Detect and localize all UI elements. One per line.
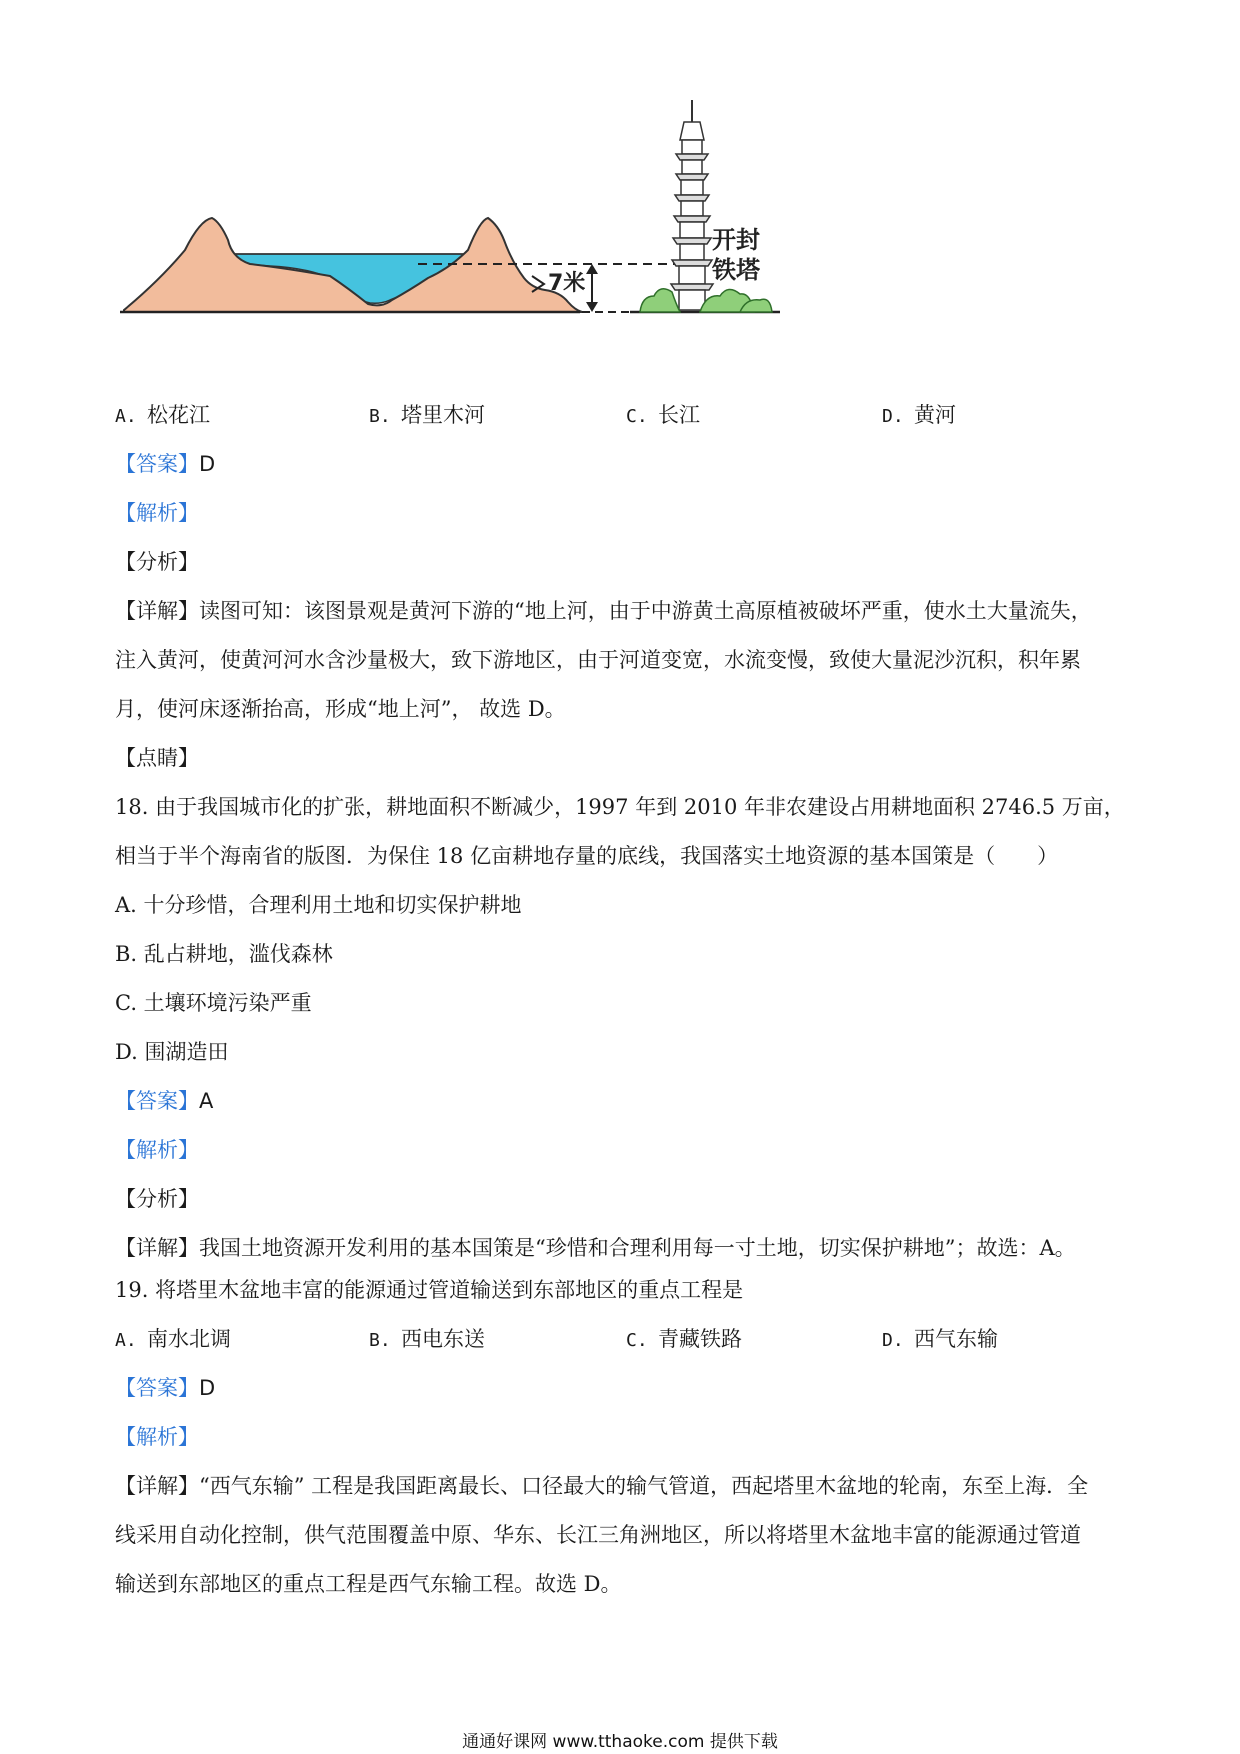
q19-detail-line3: 输送到东部地区的重点工程是西气东输工程。故选 D。 — [115, 1572, 622, 1596]
q18-detail-line1: 【详解】我国土地资源开发利用的基本国策是“珍惜和合理利用每一寸土地，切实保护耕地”；故选：A。 — [115, 1236, 1076, 1260]
q17-detail-line2: 注入黄河，使黄河河水含沙量极大，致下游地区，由于河道变宽，水流变慢，致使大量泥沙沉积，积年累 — [115, 648, 1081, 672]
q17-option-d: D. 黄河 — [882, 403, 956, 427]
q19-stem: 19. 将塔里木盆地丰富的能源通过管道输送到东部地区的重点工程是 — [115, 1278, 744, 1302]
height-label: 7米 — [548, 271, 586, 296]
q18-stem-line2: 相当于半个海南省的版图．为保住 18 亿亩耕地存量的底线，我国落实土地资源的基本国策是（ ） — [115, 844, 1059, 868]
q18-answer: 【答案】A — [115, 1089, 214, 1113]
q18-option-b: B. 乱占耕地，滥伐森林 — [115, 942, 333, 966]
q19-option-a: A. 南水北调 — [115, 1327, 231, 1351]
page-footer: 通通好课网 www.tthaoke.com 提供下载 — [462, 1732, 778, 1752]
q17-detail-line3: 月，使河床逐渐抬高，形成“地上河”， 故选 D。 — [115, 697, 566, 721]
q17-dianjing-tag: 【点睛】 — [115, 746, 199, 770]
q17-fenxi-tag: 【分析】 — [115, 550, 199, 574]
q17-detail-line1: 【详解】读图可知：该图景观是黄河下游的“地上河，由于中游黄土高原植被破坏严重，使水土大量流失， — [115, 599, 1092, 623]
q18-analysis-tag: 【解析】 — [115, 1138, 199, 1162]
bushes — [640, 289, 772, 312]
q17-option-b: B. 塔里木河 — [369, 403, 485, 427]
q19-detail-line2: 线采用自动化控制，供气范围覆盖中原、华东、长江三角洲地区，所以将塔里木盆地丰富的能源通过管道 — [115, 1523, 1081, 1547]
tower-label-line1: 开封 — [712, 225, 760, 254]
q17-option-a: A. 松花江 — [115, 403, 210, 427]
q18-option-a: A. 十分珍惜，合理利用土地和切实保护耕地 — [115, 893, 522, 917]
tower-label-line2: 铁塔 — [712, 255, 760, 284]
q19-analysis-tag: 【解析】 — [115, 1425, 199, 1449]
q19-answer: 【答案】D — [115, 1376, 216, 1400]
elevated-river-diagram — [120, 100, 880, 360]
q18-fenxi-tag: 【分析】 — [115, 1187, 199, 1211]
q19-detail-line1: 【详解】“西气东输” 工程是我国距离最长、口径最大的输气管道，西起塔里木盆地的轮南，东至上海．全 — [115, 1474, 1089, 1498]
q18-option-c: C. 土壤环境污染严重 — [115, 991, 312, 1015]
q17-answer: 【答案】D — [115, 452, 216, 476]
q18-option-d: D. 围湖造田 — [115, 1040, 229, 1064]
q19-option-d: D. 西气东输 — [882, 1327, 998, 1351]
q18-stem-line1: 18. 由于我国城市化的扩张，耕地面积不断减少，1997 年到 2010 年非农建设占用耕地面积 2746.5 万亩， — [115, 795, 1125, 819]
q17-analysis-tag: 【解析】 — [115, 501, 199, 525]
kaifeng-iron-pagoda — [671, 100, 713, 310]
q19-option-b: B. 西电东送 — [369, 1327, 485, 1351]
q17-option-c: C. 长江 — [626, 403, 700, 427]
q19-option-c: C. 青藏铁路 — [626, 1327, 742, 1351]
